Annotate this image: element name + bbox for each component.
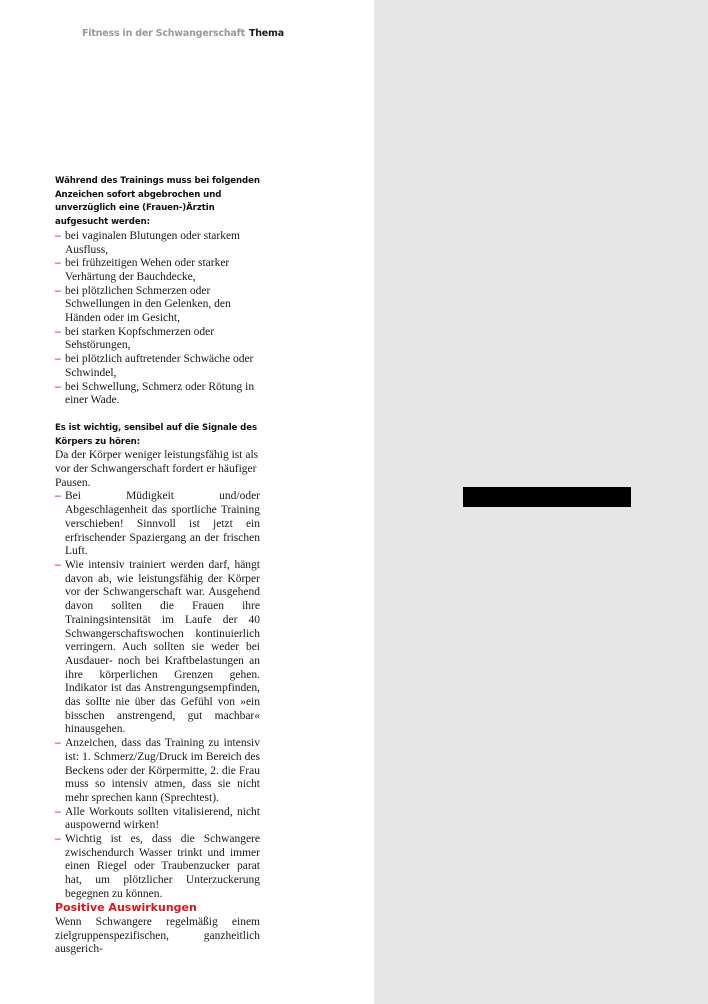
- dash-bullet-icon: –: [55, 380, 61, 393]
- dash-bullet-icon: –: [55, 805, 61, 818]
- running-head-topic: Thema: [248, 28, 284, 39]
- dash-bullet-icon: –: [55, 490, 61, 503]
- running-head-section: Fitness in der Schwangerschaft: [82, 28, 245, 39]
- block-spacer: [55, 408, 260, 422]
- signals-lead: Es ist wichtig, sensibel auf die Signale des Körpers zu hören:: [55, 422, 257, 447]
- positive-text: Wenn Schwangere regelmäßig einem zielgruppenspezifischen, ganzheitlich ausgerich-: [55, 916, 260, 956]
- warning-lead: Während des Trainings muss bei folgenden Anzeichen sofort abgebrochen und unverzüglich eine (Frauen-)Ärztin aufgesucht werden:: [55, 176, 260, 228]
- running-head: [82, 28, 284, 39]
- dash-bullet-icon: –: [55, 737, 61, 750]
- signals-item: – Wie intensiv trainiert werden darf, hängt davon ab, wie leistungsfähig der Körper vor der Schwangerschaft war. Ausgehend davon sollten die Frauen ihre Trainingsintensität im Laufe der 40 Schwangerschaftswochen kontinuierlich verringern. Auch sollten sie weder bei Ausdauer- noch bei Kraftbelastungen an ihre körperlichen Grenzen gehen. Indikator ist das Anstrengungsempfinden, das sollte nie über das Gefühl von »ein bisschen anstrengend, gut machbar« hinausgehen.: [55, 558, 260, 736]
- positive-section: [55, 901, 260, 957]
- dash-bullet-icon: –: [55, 284, 61, 297]
- redaction-bar: [463, 487, 631, 507]
- warning-item: – bei starken Kopfschmerzen oder Sehstörungen,: [55, 325, 215, 352]
- signals-intro: Da der Körper weniger leistungsfähig ist als vor der Schwangerschaft fordert er häufiger Pausen.: [55, 449, 259, 489]
- warning-item: – bei plötzlich auftretender Schwäche oder Schwindel,: [55, 353, 254, 379]
- warning-list: [55, 230, 260, 408]
- dash-bullet-icon: –: [55, 229, 61, 242]
- signals-item: – Alle Workouts sollten vitalisierend, nicht auspowernd wirken!: [55, 805, 260, 832]
- warning-item: – bei frühzeitigen Wehen oder starker Verhärtung der Bauchdecke,: [55, 257, 230, 283]
- dash-bullet-icon: –: [55, 353, 61, 366]
- warning-item: – bei plötzlichen Schmerzen oder Schwellungen in den Gelenken, den Händen oder im Gesicht,: [55, 284, 231, 325]
- warning-item: – bei Schwellung, Schmerz oder Rötung in einer Wade.: [55, 380, 255, 407]
- signals-item: – Bei Müdigkeit und/oder Abgeschlagenheit das sportliche Training verschieben! Sinnvoll ist jetzt ein erfrischender Spaziergang an der frischen Luft.: [55, 490, 260, 558]
- signals-item: – Anzeichen, dass das Training zu intensiv ist: 1. Schmerz/Zug/Druck im Bereich des Beckens oder der Körpermitte, 2. die Frau muss so intensiv atmen, dass sie nicht mehr sprechen kann (Sprechtest).: [55, 737, 260, 804]
- signals-list: [55, 490, 260, 901]
- warning-item: – bei vaginalen Blutungen oder starkem Ausfluss,: [55, 229, 241, 256]
- text-column: [55, 175, 260, 902]
- image-placeholder-panel: [374, 0, 708, 1004]
- dash-bullet-icon: –: [55, 833, 61, 846]
- positive-heading: Positive Auswirkungen: [55, 901, 197, 914]
- dash-bullet-icon: –: [55, 257, 61, 270]
- dash-bullet-icon: –: [55, 558, 61, 571]
- dash-bullet-icon: –: [55, 325, 61, 338]
- signals-item: – Wichtig ist es, dass die Schwangere zwischendurch Wasser trinkt und immer einen Riegel oder Traubenzucker parat hat, um plötzlicher Unterzuckerung begegnen zu können.: [55, 833, 260, 900]
